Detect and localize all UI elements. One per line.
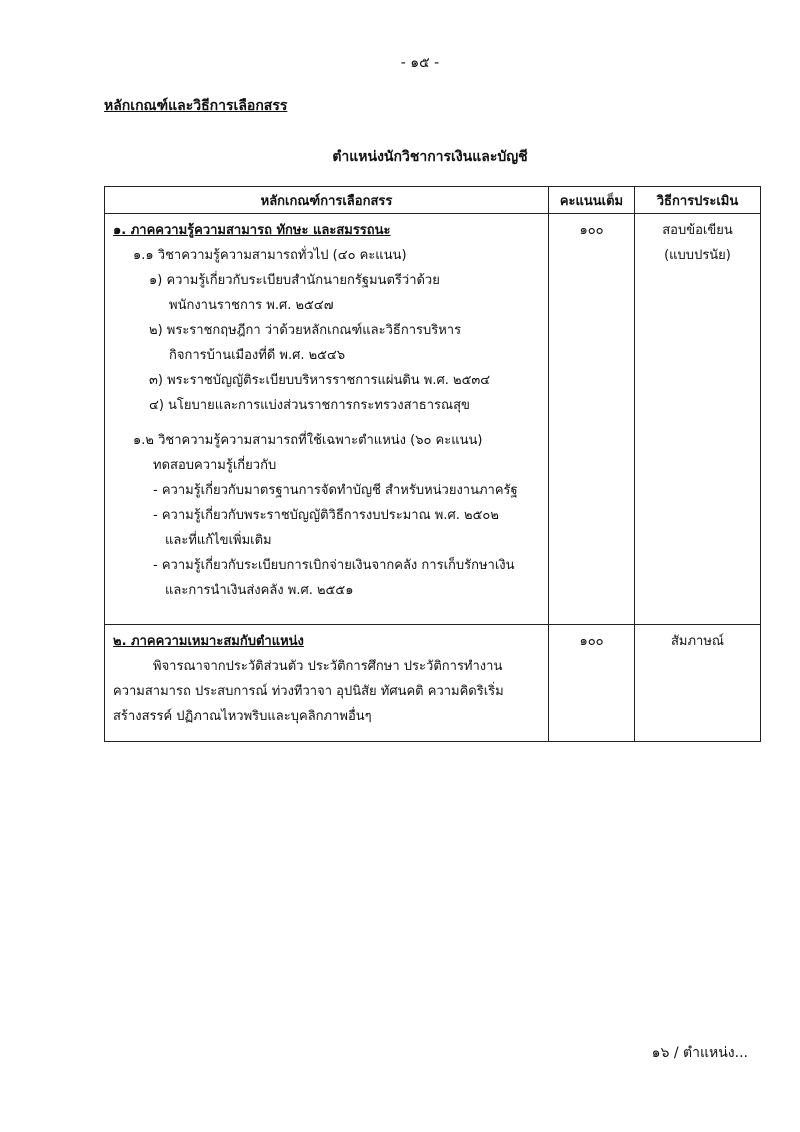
part1-sub1-title: ๑.๑ วิชาความรู้ความสามารถทั่วไป (๔๐ คะแนน) — [133, 248, 407, 263]
part1-score: ๑๐๐ — [579, 223, 604, 238]
list-item: - ความรู้เกี่ยวกับพระราชบัญญัติวิธีการงบประมาณ พ.ศ. ๒๕๐๒ — [153, 508, 499, 523]
part1-title: ๑. ภาคความรู้ความสามารถ ทักษะ และสมรรถนะ — [113, 223, 391, 238]
header-criteria: หลักเกณฑ์การเลือกสรร — [105, 187, 549, 214]
part2-method-cell — [635, 625, 761, 742]
part1-sub2-title: ๑.๒ วิชาความรู้ความสามารถที่ใช้เฉพาะตำแหน่ง (๖๐ คะแนน) — [133, 433, 483, 448]
part1-score-cell — [549, 214, 635, 625]
part1-sub2-intro: ทดสอบความรู้เกี่ยวกับ — [153, 458, 277, 473]
part1-method-line2: (แบบปรนัย) — [664, 248, 731, 263]
header-method: วิธีการประเมิน — [635, 187, 761, 214]
part2-method: สัมภาษณ์ — [670, 634, 724, 649]
list-item: และที่แก้ไขเพิ่มเติม — [165, 533, 272, 548]
footer-continuation: ๑๖ / ตำแหน่ง... — [651, 1045, 748, 1061]
list-item: กิจการบ้านเมืองที่ดี พ.ศ. ๒๕๔๖ — [169, 348, 346, 363]
part2-title: ๒. ภาคความเหมาะสมกับตำแหน่ง — [113, 634, 304, 649]
criteria-table — [104, 186, 761, 742]
part1-method-cell — [635, 214, 761, 625]
list-item: ๒) พระราชกฤษฎีกา ว่าด้วยหลักเกณฑ์และวิธีการบริหาร — [149, 323, 462, 338]
page-number: - ๑๕ - — [400, 55, 440, 71]
list-item: และการนำเงินส่งคลัง พ.ศ. ๒๕๕๑ — [165, 583, 354, 598]
part2-score-cell — [549, 625, 635, 742]
table-row-part2 — [105, 625, 761, 742]
list-item: พนักงานราชการ พ.ศ. ๒๕๔๗ — [169, 298, 334, 313]
list-item: ๑) ความรู้เกี่ยวกับระเบียบสำนักนายกรัฐมนตรีว่าด้วย — [149, 273, 440, 288]
table-header-row — [105, 187, 761, 214]
part1-method-line1: สอบข้อเขียน — [662, 223, 733, 238]
part2-criteria-cell — [105, 625, 549, 742]
part2-desc-line: พิจารณาจากประวัติส่วนตัว ประวัติการศึกษา ประวัติการทำงาน — [153, 659, 503, 674]
header-full-score: คะแนนเต็ม — [549, 187, 635, 214]
list-item: ๔) นโยบายและการแบ่งส่วนราชการกระทรวงสาธารณสุข — [149, 398, 470, 413]
position-title: ตำแหน่งนักวิชาการเงินและบัญชี — [332, 149, 528, 165]
table-row-part1 — [105, 214, 761, 625]
part1-criteria-cell — [105, 214, 549, 625]
section-heading: หลักเกณฑ์และวิธีการเลือกสรร — [104, 98, 288, 114]
list-item: - ความรู้เกี่ยวกับระเบียบการเบิกจ่ายเงินจากคลัง การเก็บรักษาเงิน — [153, 558, 515, 573]
part2-score: ๑๐๐ — [579, 634, 604, 649]
list-item: - ความรู้เกี่ยวกับมาตรฐานการจัดทำบัญชี สำหรับหน่วยงานภาครัฐ — [153, 483, 518, 498]
part2-desc-line: ความสามารถ ประสบการณ์ ท่วงทีวาจา อุปนิสัย ทัศนคติ ความคิดริเริ่ม — [113, 684, 504, 699]
list-item: ๓) พระราชบัญญัติระเบียบบริหารราชการแผ่นดิน พ.ศ. ๒๕๓๔ — [149, 373, 491, 388]
part2-desc-line: สร้างสรรค์ ปฏิภาณไหวพริบและบุคลิกภาพอื่นๆ — [113, 709, 372, 724]
